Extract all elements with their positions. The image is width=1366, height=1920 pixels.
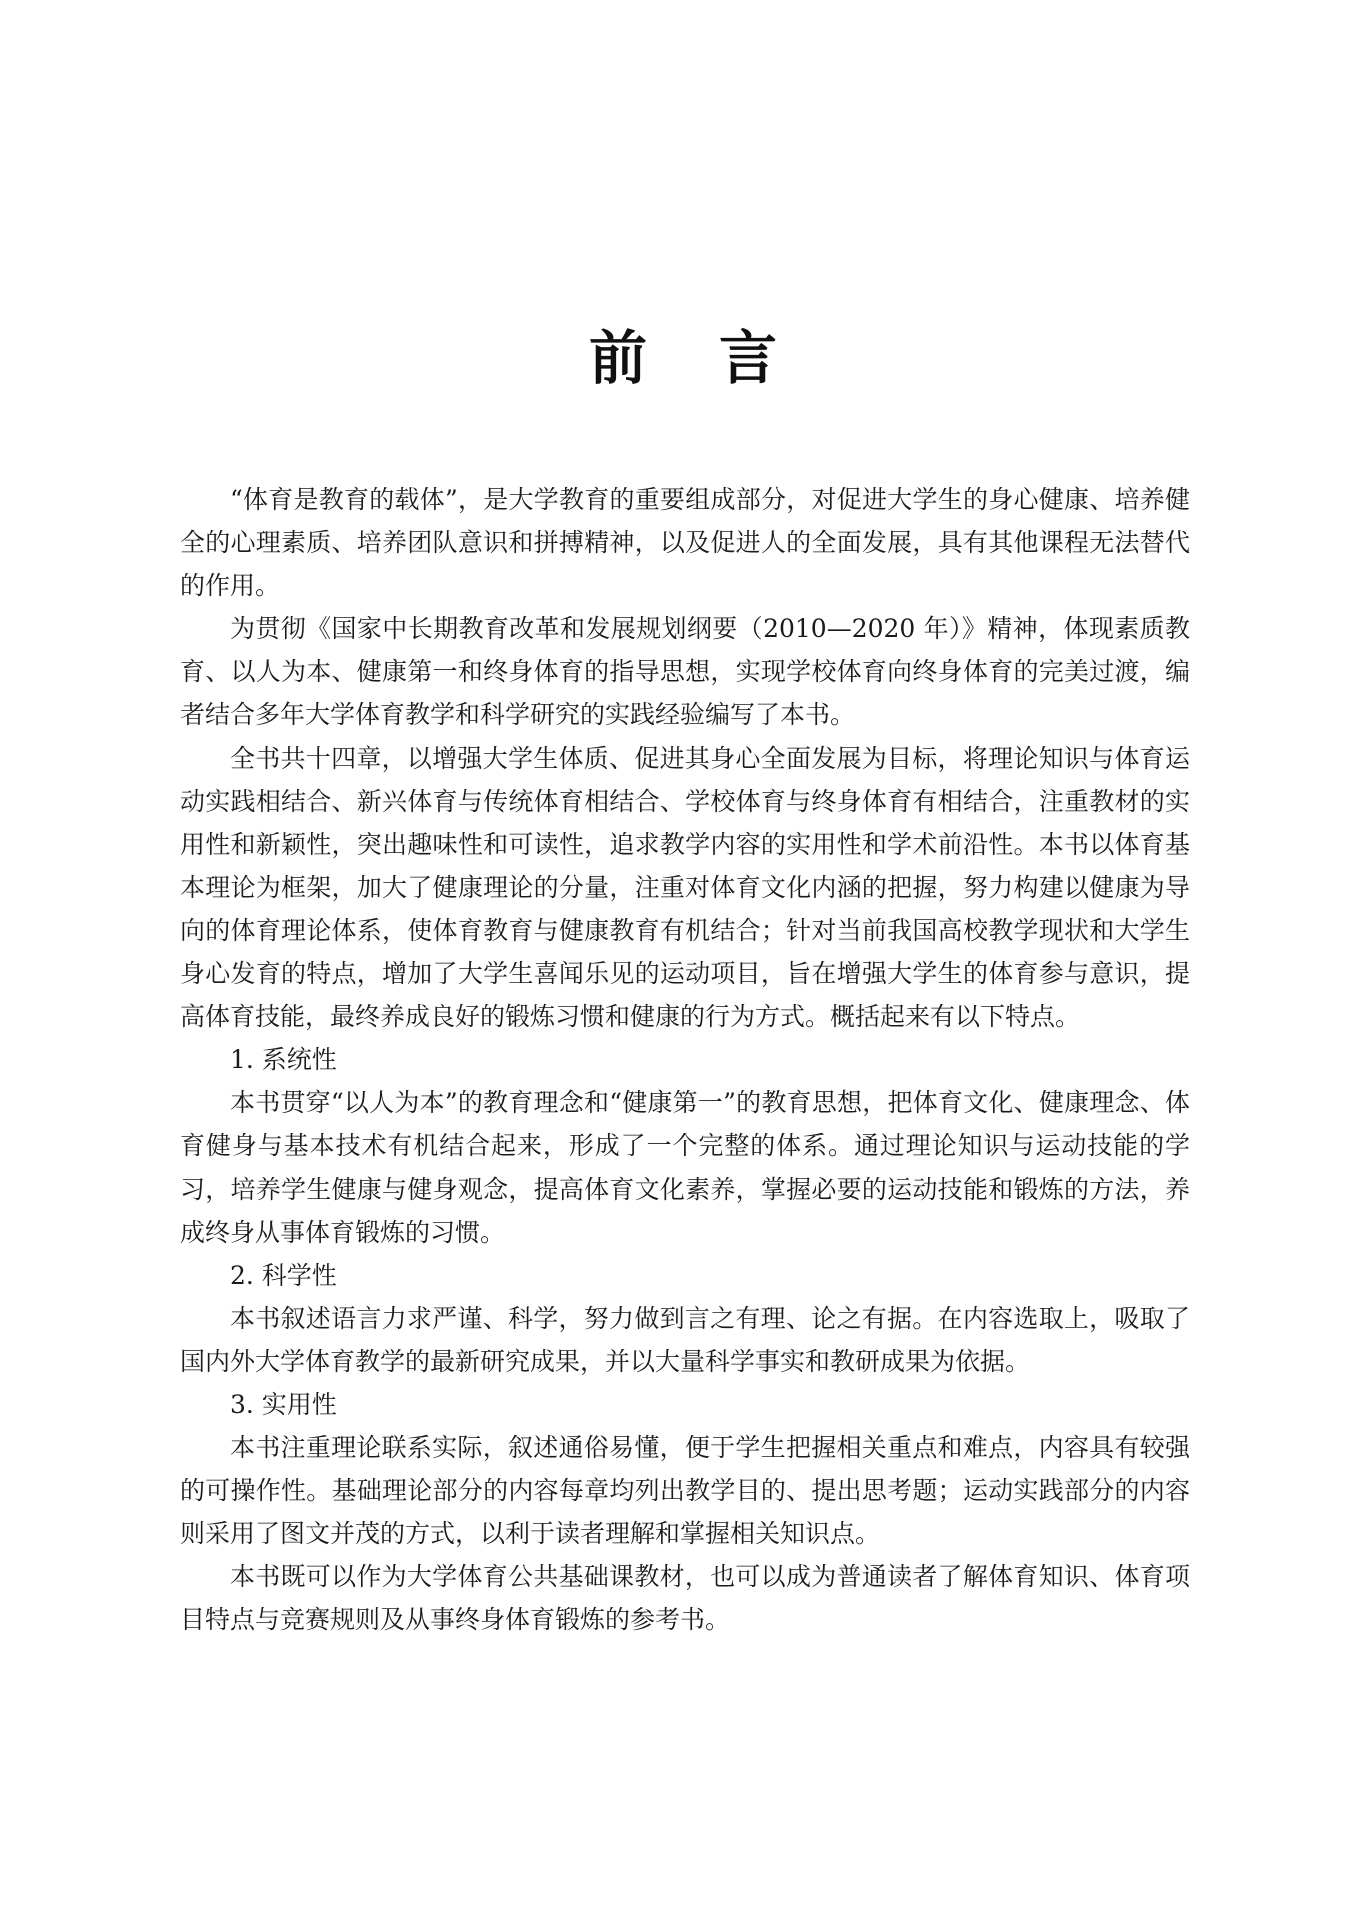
paragraph: 本书既可以作为大学体育公共基础课教材，也可以成为普通读者了解体育知识、体育项目特点与竞赛规则及从事终身体育锻炼的参考书。 [180, 1562, 1190, 1635]
paragraph: 全书共十四章，以增强大学生体质、促进其身心全面发展为目标，将理论知识与体育运动实践相结合、新兴体育与传统体育相结合、学校体育与终身体育有相结合，注重教材的实用性和新颖性，突出趣味性和可读性，追求教学内容的实用性和学术前沿性。本书以体育基本理论为框架，加大了健康理论的分量，注重对体育文化内涵的把握，努力构建以健康为导向的体育理论体系，使体育教育与健康教育有机结合；针对当前我国高校教学现状和大学生身心发育的特点，增加了大学生喜闻乐见的运动项目，旨在增强大学生的体育参与意识，提高体育技能，最终养成良好的锻炼习惯和健康的行为方式。概括起来有以下特点。 [180, 743, 1190, 1032]
section-heading-practical: 3. 实用性 [230, 1389, 337, 1419]
paragraph: 本书叙述语言力求严谨、科学，努力做到言之有理、论之有据。在内容选取上，吸取了国内外大学体育教学的最新研究成果，并以大量科学事实和教研成果为依据。 [180, 1303, 1190, 1376]
paragraph: 本书注重理论联系实际，叙述通俗易懂，便于学生把握相关重点和难点，内容具有较强的可操作性。基础理论部分的内容每章均列出教学目的、提出思考题；运动实践部分的内容则采用了图文并茂的方式，以利于读者理解和掌握相关知识点。 [180, 1433, 1190, 1549]
page-title: 前言 [588, 324, 849, 392]
section-heading-systematic: 1. 系统性 [230, 1045, 337, 1075]
body-text [180, 478, 1190, 1642]
paragraph: “体育是教育的载体”，是大学教育的重要组成部分，对促进大学生的身心健康、培养健全的心理素质、培养团队意识和拼搏精神，以及促进人的全面发展，具有其他课程无法替代的作用。 [180, 485, 1190, 601]
paragraph: 本书贯穿“以人为本”的教育理念和“健康第一”的教育思想，把体育文化、健康理念、体育健身与基本技术有机结合起来，形成了一个完整的体系。通过理论知识与运动技能的学习，培养学生健康与健身观念，提高体育文化素养，掌握必要的运动技能和锻炼的方法，养成终身从事体育锻炼的习惯。 [180, 1088, 1190, 1247]
section-heading-scientific: 2. 科学性 [230, 1260, 337, 1290]
paragraph: 为贯彻《国家中长期教育改革和发展规划纲要（2010—2020 年）》精神，体现素质教育、以人为本、健康第一和终身体育的指导思想，实现学校体育向终身体育的完美过渡，编者结合多年大学体育教学和科学研究的实践经验编写了本书。 [180, 614, 1190, 730]
